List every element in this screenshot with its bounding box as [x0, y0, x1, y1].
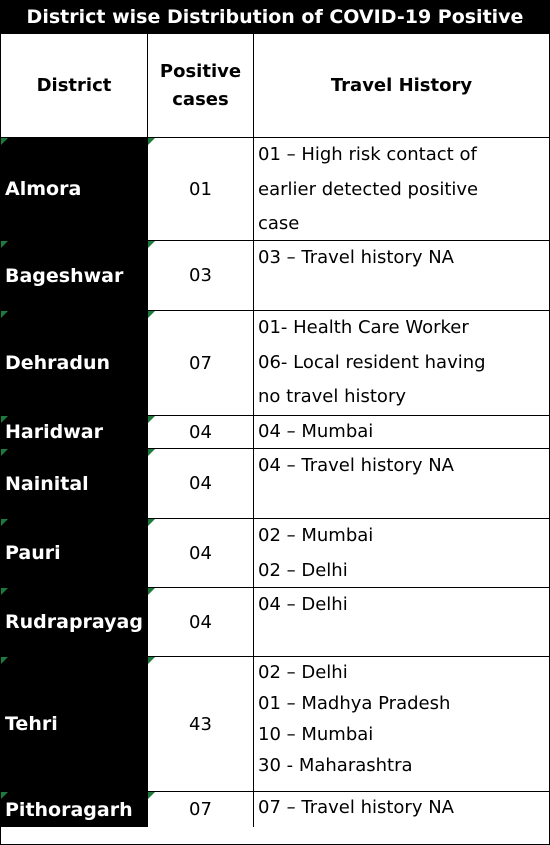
cases-cell: 04 [148, 416, 254, 449]
district-cell: Pauri [1, 519, 148, 588]
cases-cell: 07 [148, 311, 254, 416]
travel-line: 02 – Delhi [258, 662, 348, 683]
header-positive-cases [148, 34, 254, 138]
travel-history-cell [254, 449, 549, 519]
cases-cell: 43 [148, 657, 254, 792]
table-title: District wise Distribution of COVID-19 Positive [1, 1, 549, 34]
travel-line: 03 – Travel history NA [258, 247, 454, 268]
district-cell: Pithoragarh [1, 792, 148, 827]
travel-line: case [258, 213, 300, 234]
travel-line: 04 – Mumbai [258, 421, 374, 442]
district-cell: Haridwar [1, 416, 148, 449]
travel-line: 10 – Mumbai [258, 724, 374, 745]
header-cases-line2: cases [172, 88, 229, 110]
table-grid [1, 34, 549, 827]
cases-cell: 01 [148, 138, 254, 241]
header-cases-line1: Positive [159, 60, 242, 82]
cases-cell: 04 [148, 519, 254, 588]
travel-line: no travel history [258, 386, 406, 407]
travel-line: earlier detected positive [258, 178, 479, 200]
district-cell: Dehradun [1, 311, 148, 416]
cases-cell: 04 [148, 449, 254, 519]
travel-history-cell [254, 311, 549, 416]
travel-history-cell [254, 792, 549, 827]
district-cell: Almora [1, 138, 148, 241]
travel-line: 01 – High risk contact of [258, 144, 477, 165]
header-travel-history: Travel History [254, 34, 549, 138]
travel-history-cell [254, 241, 549, 311]
travel-line: 07 – Travel history NA [258, 797, 454, 818]
travel-line: 04 – Delhi [258, 594, 348, 615]
travel-history-cell [254, 588, 549, 657]
travel-history-cell [254, 416, 549, 449]
travel-line: 01- Health Care Worker [258, 317, 469, 338]
travel-line: 04 – Travel history NA [258, 455, 454, 476]
travel-history-cell [254, 138, 549, 241]
travel-line: 01 – Madhya Pradesh [258, 693, 451, 714]
travel-history-cell [254, 519, 549, 588]
cases-cell: 04 [148, 588, 254, 657]
cases-cell: 07 [148, 792, 254, 827]
district-cell: Rudraprayag [1, 588, 148, 657]
travel-history-cell [254, 657, 549, 792]
district-cell: Tehri [1, 657, 148, 792]
travel-line: 30 - Maharashtra [258, 755, 413, 776]
travel-line: 02 – Delhi [258, 559, 348, 581]
district-cell: Nainital [1, 449, 148, 519]
header-district: District [1, 34, 148, 138]
cases-cell: 03 [148, 241, 254, 311]
district-cell: Bageshwar [1, 241, 148, 311]
travel-line: 02 – Mumbai [258, 525, 374, 546]
travel-line: 06- Local resident having [258, 351, 486, 373]
